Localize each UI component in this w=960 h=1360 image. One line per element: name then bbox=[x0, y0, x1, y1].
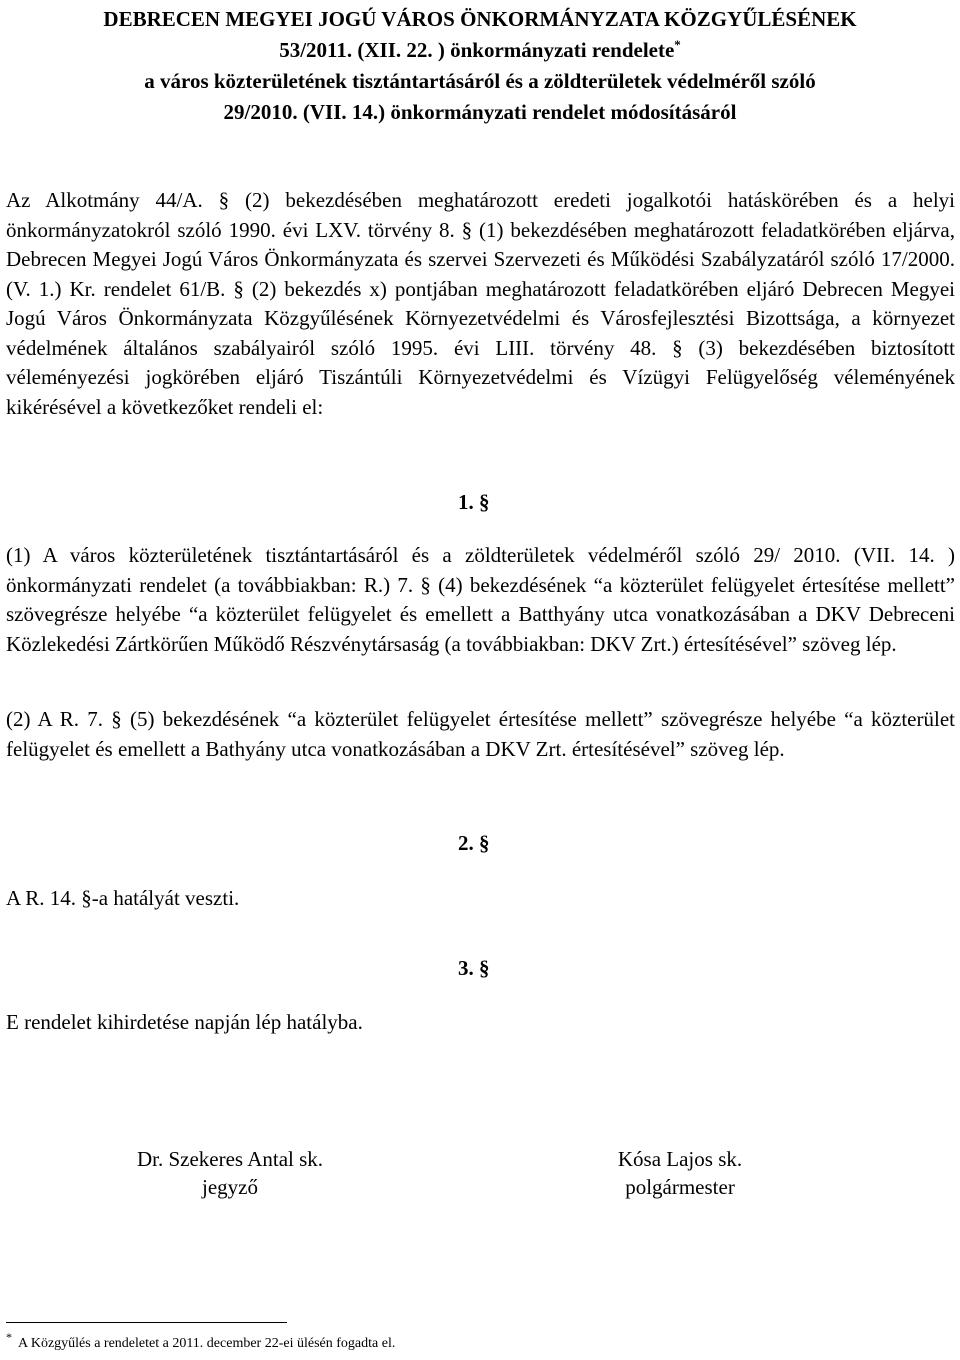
signature-left-title: jegyző bbox=[202, 1175, 258, 1199]
section-2-text: A R. 14. §-a hatályát veszti. bbox=[6, 886, 240, 910]
footnote-separator bbox=[6, 1322, 287, 1323]
footnote-mark: * bbox=[6, 1330, 12, 1344]
signature-right bbox=[570, 1145, 790, 1201]
title-line-subject: a város közterületének tisztántartásáról és a zöldterületek védelméről szóló bbox=[144, 69, 816, 93]
title-line-amended-decree: 29/2010. (VII. 14.) önkormányzati rendelet módosításáról bbox=[223, 100, 737, 124]
title-line-decree-number bbox=[0, 35, 960, 66]
signature-right-name: Kósa Lajos sk. bbox=[617, 1147, 743, 1171]
section-2-heading: 2. § bbox=[458, 831, 490, 855]
section-3-text: E rendelet kihirdetése napján lép hatályba. bbox=[6, 1010, 363, 1034]
signature-left bbox=[96, 1145, 364, 1201]
section-3-heading: 3. § bbox=[458, 956, 490, 980]
signature-right-title: polgármester bbox=[625, 1175, 735, 1199]
footnote-text: A Közgyűlés a rendeletet a 2011. december 22-ei ülésén fogadta el. bbox=[18, 1336, 396, 1351]
footnote-reference-mark[interactable]: * bbox=[674, 37, 681, 52]
footnote bbox=[6, 1330, 396, 1354]
section-1-paragraph-1: (1) A város közterületének tisztántartásáról és a zöldterületek védelméről szóló 29/ 2010. (VII. 14. ) önkormányzati rendelet (a továbbiakban: R.) 7. § (4) bekezdésének “a közterület felügyelet értesítése mellett” szövegrésze helyébe “a közterület felügyelet és emellett a Batthyány utca vonatkozásában a DKV Debreceni Közlekedési Zártkörűen Működő Részvénytársaság (a továbbiakban: DKV Zrt.) értesítésével” szöveg lép. bbox=[6, 543, 955, 656]
signature-left-name: Dr. Szekeres Antal sk. bbox=[136, 1147, 324, 1171]
title-line-issuer: DEBRECEN MEGYEI JOGÚ VÁROS ÖNKORMÁNYZATA KÖZGYŰLÉSÉNEK bbox=[103, 7, 857, 31]
document-title bbox=[0, 4, 960, 128]
section-1-heading: 1. § bbox=[458, 490, 490, 514]
decree-number-text: 53/2011. (XII. 22. ) önkormányzati rendelete bbox=[279, 38, 675, 62]
section-1-paragraph-2: (2) A R. 7. § (5) bekezdésének “a közterület felügyelet értesítése mellett” szövegrésze helyébe “a közterület felügyelet és emellett a Bathyány utca vonatkozásában a DKV Zrt. értesítésével” szöveg lép. bbox=[6, 707, 955, 761]
preamble-paragraph: Az Alkotmány 44/A. § (2) bekezdésében meghatározott eredeti jogalkotói hatáskörében és a helyi önkormányzatokról szóló 1990. évi LXV. törvény 8. § (1) bekezdésében meghatározott feladatkörében eljárva, Debrecen Megyei Jogú Város Önkormányzata és szervei Szervezeti és Működési Szabályzatáról szóló 17/2000. (V. 1.) Kr. rendelet 61/B. § (2) bekezdés x) pontjában meghatározott feladatkörében eljáró Debrecen Megyei Jogú Város Önkormányzata Közgyűlésének Környezetvédelmi és Városfejlesztési Bizottsága, a környezet védelmének általános szabályairól szóló 1995. évi LIII. törvény 48. § (3) bekezdésében biztosított véleményezési jogkörében eljáró Tiszántúli Környezetvédelmi és Vízügyi Felügyelőség véleményének kikérésével a következőket rendeli el: bbox=[6, 188, 955, 419]
